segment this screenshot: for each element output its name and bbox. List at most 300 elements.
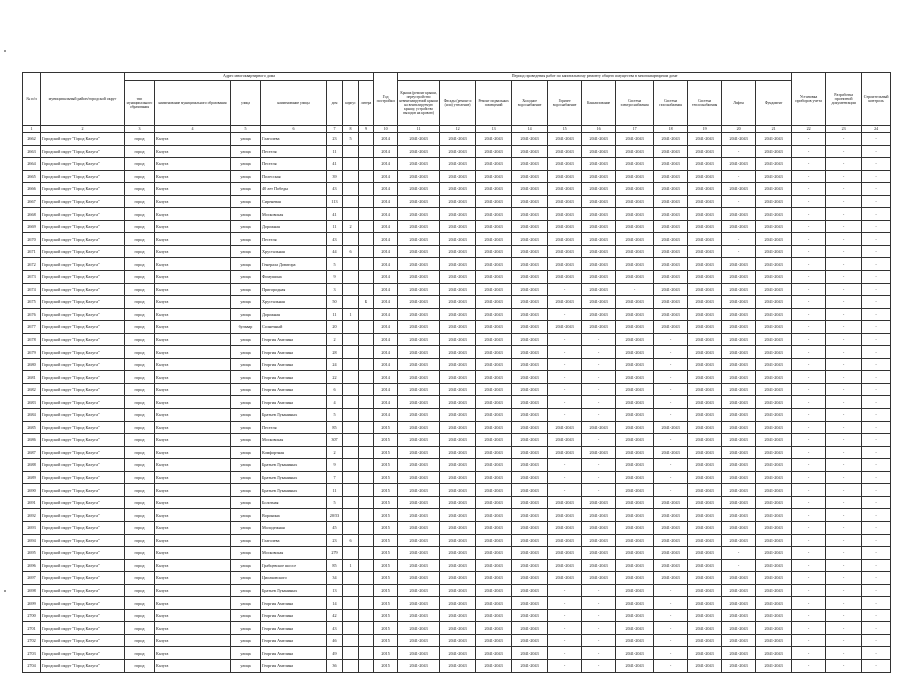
table-cell: 2041-2043 [616,496,654,509]
column-number: 4 [155,126,231,133]
table-cell: 2041-2043 [398,158,440,171]
table-cell: - [826,170,862,183]
table-cell: Калуга [155,333,231,346]
table-cell: 2041-2043 [440,609,476,622]
table-cell: улица [231,195,261,208]
table-cell: город [125,509,155,522]
table-cell: Городской округ "Город Калуга" [41,609,125,622]
table-cell: - [826,358,862,371]
table-cell: 2015 [374,609,398,622]
table-cell: Братьев Луканиных [261,471,327,484]
table-cell: город [125,634,155,647]
table-cell: 2685 [23,421,41,434]
table-cell: Калуга [155,346,231,359]
table-cell: Калуга [155,133,231,146]
table-cell: 2041-2043 [476,371,512,384]
table-cell: 2041-2043 [756,271,792,284]
table-cell: 2041-2043 [398,559,440,572]
table-cell: Городской округ "Город Калуга" [41,396,125,409]
table-cell: Калуга [155,271,231,284]
table-cell: 2041-2043 [688,296,722,309]
table-cell: 2041-2043 [616,572,654,585]
table-cell: 2041-2043 [616,296,654,309]
table-cell: 20 [327,321,343,334]
table-cell: улица [231,547,261,560]
table-cell [359,383,374,396]
table-cell [343,421,359,434]
table-cell [343,195,359,208]
table-cell: 2041-2043 [582,521,616,534]
table-cell: Дорожная [261,220,327,233]
table-cell: Московская [261,208,327,221]
table-cell: 2689 [23,471,41,484]
table-cell: 2663 [23,145,41,158]
table-row [23,547,891,560]
table-cell: 2041-2043 [512,534,548,547]
table-cell: улица [231,559,261,572]
table-cell: - [862,208,891,221]
table-cell: 2015 [374,584,398,597]
table-cell: город [125,547,155,560]
table-cell: - [862,459,891,472]
table-cell: 2688 [23,459,41,472]
table-cell: Калуга [155,220,231,233]
table-cell: город [125,434,155,447]
table-cell: 2041-2043 [688,333,722,346]
table-cell: 2041-2043 [616,195,654,208]
table-cell: 2041-2043 [654,233,688,246]
table-cell: 2041-2043 [476,471,512,484]
table-cell: 2041-2043 [398,572,440,585]
table-row [23,421,891,434]
table-row [23,346,891,359]
table-cell: - [826,271,862,284]
table-cell: 2041-2043 [654,183,688,196]
table-cell: 2041-2043 [440,195,476,208]
table-cell: - [792,371,826,384]
table-cell: - [826,409,862,422]
table-cell: - [582,396,616,409]
table-cell: - [548,622,582,635]
table-row [23,170,891,183]
table-cell: - [792,521,826,534]
table-cell: 2041-2043 [440,634,476,647]
table-cell: 2041-2043 [616,622,654,635]
col-header-6: наименование улицы [261,81,327,126]
table-cell: 2041-2043 [512,434,548,447]
table-cell: 2041-2043 [476,521,512,534]
table-cell: 2041-2043 [440,572,476,585]
column-number: 24 [862,126,891,133]
table-cell: 2041-2043 [654,559,688,572]
table-cell: 2041-2043 [688,509,722,522]
table-cell: - [862,133,891,146]
table-cell: 2041-2043 [512,145,548,158]
table-cell: 2041-2043 [688,346,722,359]
table-cell [359,496,374,509]
table-cell: 2041-2043 [440,521,476,534]
table-cell: 2041-2043 [512,396,548,409]
table-cell: улица [231,446,261,459]
table-row [23,584,891,597]
column-number: 10 [374,126,398,133]
table-cell: 2041-2043 [582,446,616,459]
table-cell: 2014 [374,158,398,171]
table-cell: Болотная [261,496,327,509]
table-cell: - [862,308,891,321]
table-cell: 2041-2043 [654,308,688,321]
table-cell: - [722,245,756,258]
table-cell: 85 [327,421,343,434]
col-header-4: наименование муниципального образования [155,81,231,126]
table-cell: 2041-2043 [688,258,722,271]
col-header-12: Фасады (ремонт и (или) утепление) [440,81,476,126]
table-cell: Комфортная [261,446,327,459]
table-cell: Калуга [155,509,231,522]
table-cell: улица [231,208,261,221]
table-cell: - [826,283,862,296]
table-cell: 2014 [374,296,398,309]
table-cell: 2041-2043 [440,434,476,447]
table-cell: 2041-2043 [688,421,722,434]
table-cell: - [862,158,891,171]
table-cell: город [125,622,155,635]
column-number: 2 [41,126,125,133]
table-cell: - [826,659,862,672]
table-cell: улица [231,383,261,396]
scan-mark [4,50,6,52]
table-cell: 2662 [23,133,41,146]
table-cell [343,346,359,359]
table-cell: Пригородная [261,283,327,296]
table-cell: 42 [327,609,343,622]
table-cell [359,459,374,472]
table-cell: 2694 [23,534,41,547]
table-cell: 2041-2043 [398,358,440,371]
table-cell [359,409,374,422]
table-cell: город [125,459,155,472]
col-header-7: дом [327,81,343,126]
table-cell: - [792,547,826,560]
table-cell [343,358,359,371]
table-cell: 2041-2043 [722,496,756,509]
table-cell: 2041-2043 [688,622,722,635]
table-cell: город [125,195,155,208]
col-header-9: литера [359,81,374,126]
table-cell: - [862,572,891,585]
table-cell: 2041-2043 [756,296,792,309]
table-cell: Пестеля [261,145,327,158]
table-cell: - [548,484,582,497]
col-header-24: Строительный контроль [862,73,891,126]
table-cell: 2041-2043 [654,145,688,158]
table-cell: - [862,195,891,208]
table-cell: 2041-2043 [440,346,476,359]
table-cell [359,258,374,271]
table-cell: 2041-2043 [688,245,722,258]
table-cell: 2041-2043 [476,484,512,497]
table-cell: 2041-2043 [512,547,548,560]
table-cell: 2041-2043 [582,220,616,233]
table-cell: - [826,634,862,647]
table-cell: - [582,333,616,346]
table-cell: 2041-2043 [548,509,582,522]
table-cell: 2041-2043 [688,233,722,246]
table-cell: 2041-2043 [616,459,654,472]
table-cell: Городской округ "Город Калуга" [41,245,125,258]
table-cell: 2687 [23,446,41,459]
table-cell [343,547,359,560]
table-cell: 2041-2043 [756,145,792,158]
table-cell: - [826,208,862,221]
table-cell: 2041-2043 [722,434,756,447]
table-cell: 2041-2043 [476,308,512,321]
table-cell: улица [231,296,261,309]
table-cell: 2015 [374,572,398,585]
table-cell: - [548,383,582,396]
column-number: 9 [359,126,374,133]
table-cell: - [826,597,862,610]
table-cell: 2041-2043 [476,333,512,346]
table-cell: 11 [327,484,343,497]
table-cell: город [125,521,155,534]
table-cell: улица [231,333,261,346]
table-cell: 2041-2043 [512,346,548,359]
table-cell: улица [231,509,261,522]
table-cell: 2041-2043 [756,647,792,660]
table-cell: Городской округ "Город Калуга" [41,471,125,484]
table-cell: 2041-2043 [512,471,548,484]
table-cell: 2015 [374,509,398,522]
table-cell: 1 [343,308,359,321]
table-cell: 2041-2043 [756,208,792,221]
table-cell: 2014 [374,358,398,371]
table-cell: 2041-2043 [616,634,654,647]
table-cell: 7 [327,471,343,484]
table-cell: 2041-2043 [476,534,512,547]
table-cell: - [548,659,582,672]
table-cell [343,271,359,284]
table-cell: 2679 [23,346,41,359]
table-cell: 2041-2043 [398,521,440,534]
table-cell: 2015 [374,622,398,635]
table-cell: 2 [343,220,359,233]
table-cell [359,371,374,384]
table-cell: - [722,547,756,560]
table-cell: 2041-2043 [722,208,756,221]
table-cell: - [862,609,891,622]
table-cell: 2041-2043 [616,584,654,597]
table-cell: город [125,183,155,196]
column-number: 11 [398,126,440,133]
table-row [23,258,891,271]
table-cell: 2041-2043 [654,258,688,271]
table-cell: город [125,170,155,183]
table-cell: 2041-2043 [616,421,654,434]
table-cell: - [862,258,891,271]
table-cell: 2041-2043 [512,271,548,284]
table-cell: - [548,396,582,409]
table-cell: 2041-2043 [722,396,756,409]
table-cell [343,233,359,246]
table-cell: 14 [327,597,343,610]
table-cell: 2041-2043 [688,170,722,183]
table-row [23,597,891,610]
table-cell: - [862,421,891,434]
table-cell: - [862,547,891,560]
table-cell: улица [231,233,261,246]
table-cell: 2041-2043 [756,195,792,208]
table-cell: - [862,659,891,672]
table-cell: 2041-2043 [398,233,440,246]
table-cell: Городской округ "Город Калуга" [41,622,125,635]
table-cell: 2014 [374,145,398,158]
table-cell: 2041-2043 [616,208,654,221]
table-cell: 2041-2043 [616,358,654,371]
table-cell: Глаголева [261,534,327,547]
table-cell: - [582,659,616,672]
table-cell: 2041-2043 [688,584,722,597]
table-body [23,133,891,673]
table-cell: - [826,434,862,447]
table-cell: город [125,220,155,233]
table-cell: Калуга [155,371,231,384]
table-cell: 2041-2043 [616,484,654,497]
table-cell: 40 лет Победы [261,183,327,196]
table-cell: 2041-2043 [476,634,512,647]
table-cell: Калуга [155,446,231,459]
table-cell: Калуга [155,572,231,585]
table-cell: 2014 [374,220,398,233]
table-cell [359,133,374,146]
table-cell: - [654,647,688,660]
table-cell: Городской округ "Город Калуга" [41,346,125,359]
table-cell: Московская [261,434,327,447]
table-cell: улица [231,245,261,258]
table-cell: - [862,634,891,647]
table-cell: - [792,609,826,622]
table-cell: 2691 [23,496,41,509]
table-row [23,647,891,660]
table-cell: Братьев Луканиных [261,484,327,497]
table-cell: 2041-2043 [476,296,512,309]
table-row [23,521,891,534]
table-cell [359,245,374,258]
table-cell: - [792,509,826,522]
table-cell: - [826,158,862,171]
table-cell: 2041-2043 [654,170,688,183]
table-cell: 2041-2043 [654,158,688,171]
table-cell: 2041-2043 [582,421,616,434]
table-cell: - [826,195,862,208]
table-row [23,396,891,409]
table-cell: 6 [327,383,343,396]
table-cell: - [862,496,891,509]
table-cell: Солнечный [261,321,327,334]
table-cell: 2041-2043 [654,283,688,296]
table-cell: 2041-2043 [512,333,548,346]
table-cell: 2041-2043 [476,496,512,509]
table-cell: 2041-2043 [512,245,548,258]
table-cell: 2041-2043 [476,233,512,246]
table-cell: 2041-2043 [722,158,756,171]
table-cell: 2041-2043 [512,170,548,183]
table-cell: 2684 [23,409,41,422]
table-cell: город [125,308,155,321]
table-cell: город [125,409,155,422]
table-row [23,133,891,146]
table-cell: - [792,296,826,309]
table-cell: 2041-2043 [512,584,548,597]
table-cell: 2014 [374,346,398,359]
table-cell: город [125,346,155,359]
table-cell: 2041-2043 [512,195,548,208]
table-cell: Дорожная [261,308,327,321]
table-cell: - [862,509,891,522]
table-cell: - [548,459,582,472]
table-cell: улица [231,145,261,158]
table-cell: Калуга [155,471,231,484]
table-cell: - [826,446,862,459]
table-cell: Городской округ "Город Калуга" [41,133,125,146]
table-cell: 2041-2043 [548,258,582,271]
table-cell: - [792,258,826,271]
table-cell: 2015 [374,421,398,434]
table-cell: 2041-2043 [398,459,440,472]
table-cell: - [862,245,891,258]
table-cell: 2041-2043 [722,371,756,384]
table-cell: 2041-2043 [756,534,792,547]
table-row [23,534,891,547]
table-cell: 2041-2043 [548,296,582,309]
table-cell [359,434,374,447]
table-cell: 2041-2043 [440,170,476,183]
table-cell: 2041-2043 [654,220,688,233]
table-cell: 2664 [23,158,41,171]
table-cell: - [792,195,826,208]
table-cell: 2041-2043 [512,484,548,497]
table-cell: Городской округ "Город Калуга" [41,158,125,171]
table-cell: 2041-2043 [548,133,582,146]
table-cell: город [125,333,155,346]
table-cell: - [654,459,688,472]
table-cell: улица [231,609,261,622]
table-cell: 2041-2043 [548,158,582,171]
table-cell: 2041-2043 [756,220,792,233]
table-cell: Георгия Амелина [261,358,327,371]
table-cell: 2041-2043 [512,597,548,610]
table-cell: 2041-2043 [688,521,722,534]
table-cell: - [826,245,862,258]
table-cell: 2041-2043 [756,509,792,522]
table-cell: - [792,308,826,321]
table-cell: 2014 [374,283,398,296]
table-cell: Калуга [155,383,231,396]
table-cell: 2041-2043 [548,521,582,534]
table-cell: 2041-2043 [548,434,582,447]
table-cell: 2041-2043 [688,609,722,622]
table-row [23,659,891,672]
table-cell: - [582,609,616,622]
table-cell: город [125,371,155,384]
table-cell: 2041-2043 [582,158,616,171]
column-number: 1 [23,126,41,133]
table-cell [359,421,374,434]
table-cell: 2667 [23,195,41,208]
col-header-13: Ремонт подвальных помещений [476,81,512,126]
table-cell [359,634,374,647]
table-cell: Хрустальная [261,245,327,258]
